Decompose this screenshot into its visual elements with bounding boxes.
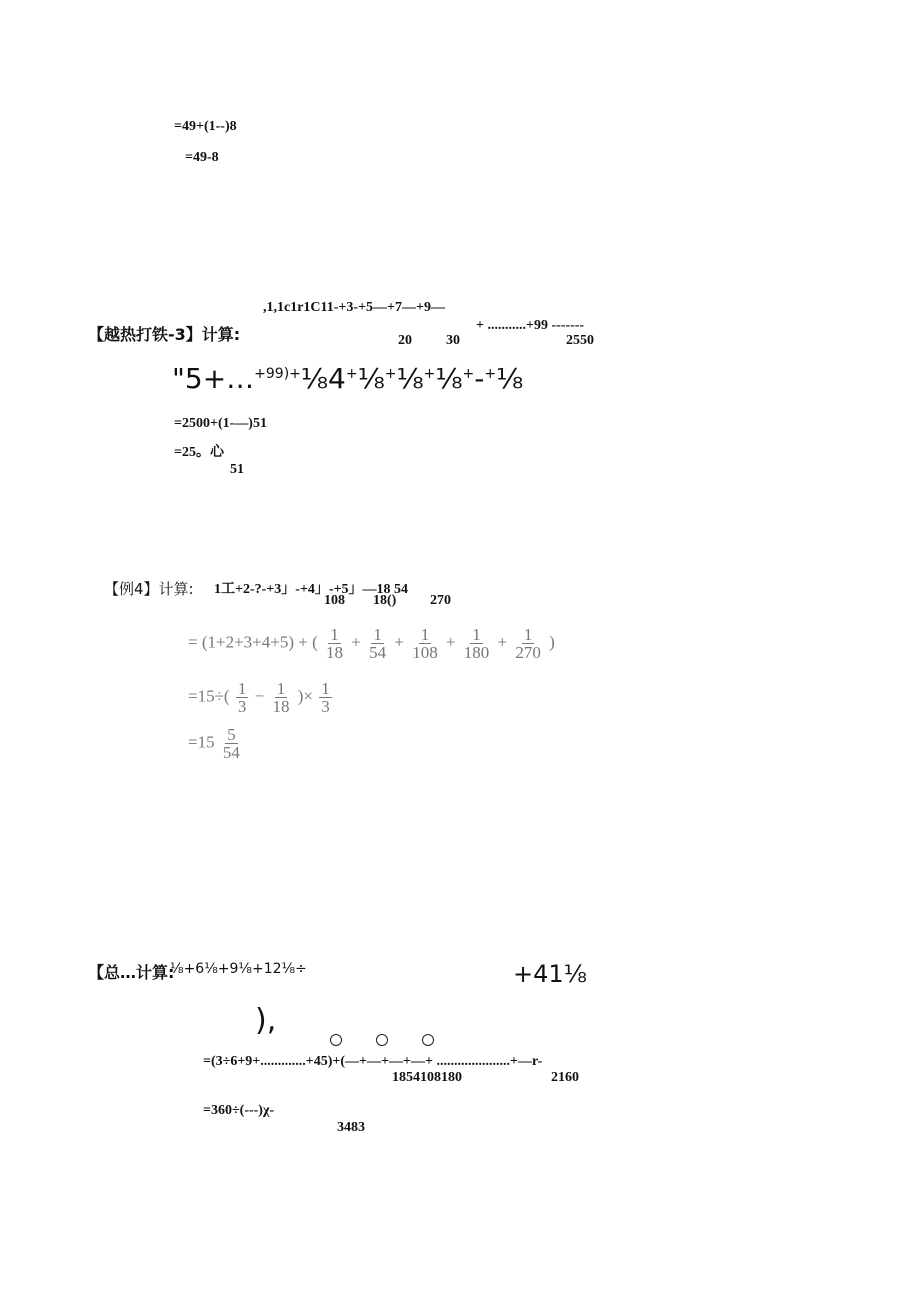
fraction [324,626,345,661]
equation-line: =49-8 [185,150,219,165]
numerator: 1 [523,625,533,644]
exercise-title: 【越热打铁-3】计算: [88,325,241,344]
exercise-title: 【例4】计算: [104,580,194,598]
solution-row-3 [188,726,244,761]
fraction [513,626,543,661]
big-part: ⅛ [396,362,424,395]
solution-row-2 [188,680,334,715]
equation-line: =25。心 [174,445,224,460]
big-part: - [474,362,485,395]
denominator: 180 [463,643,490,662]
fraction [236,680,249,715]
denominator: 54 [369,643,387,662]
row-prefix: =15 [188,732,215,752]
fraction [319,680,332,715]
big-expression [172,362,523,395]
numerator: 1 [472,625,481,644]
big-sup: + [384,366,397,382]
fraction [367,626,388,661]
denominator: 108 [412,643,438,662]
big-part: ⅛4 [300,362,346,395]
plus-sign: + [351,632,361,652]
big-sup: + [345,366,358,382]
numerator: 1 [237,679,247,698]
denominator: 2160 [551,1070,579,1085]
denominator: 18() [373,593,397,608]
circle-mark [376,1034,388,1046]
big-sup: + [289,366,301,382]
row-close: ) [549,632,555,652]
big-part: ⅛ [357,362,385,395]
big-sup: + [484,366,497,382]
expression: ⅛+6⅛+9⅛+12⅛÷ [170,961,307,977]
denominator: 20 [398,333,412,348]
exercise-title: 【总…计算: [88,963,175,982]
big-sup: + [423,366,436,382]
circle-marks [330,1033,468,1051]
denominators: 1854108180 [392,1070,462,1085]
denominator: 3 [321,697,330,716]
numerator: 5 [227,725,236,744]
denominator: 54 [222,743,240,762]
circle-mark [422,1034,434,1046]
numerator: 1 [321,679,330,698]
denominator: 270 [515,643,541,662]
equation-line: =49+(1--)8 [174,119,237,134]
circle-mark [330,1034,342,1046]
expression-right: +41⅛ [513,960,587,988]
big-sup: +99) [254,366,290,382]
big-part: ⅛ [496,362,524,395]
big-sup: + [462,366,475,382]
denominator: 270 [430,593,451,608]
fraction [270,680,291,715]
plus-sign: + [445,632,456,652]
fraction [410,626,440,661]
numerator: 1 [373,625,382,644]
row-open: = (1+2+3+4+5) + ( [188,632,318,652]
expression-right: + ...........+99 ------- [476,318,585,333]
numerator: 1 [276,679,286,698]
times-sign: )× [297,686,313,706]
equation-line: =2500+(1-—)51 [174,416,267,431]
expression: 1工+2-?-+3」-+4」-+5」—18 54 [214,582,409,597]
minus-sign: − [254,686,265,706]
big-part: ⅛ [435,362,463,395]
plus-sign: + [394,632,404,652]
fraction [221,726,242,761]
denominator: 30 [446,333,460,348]
equation-line: =(3÷6+9+.............+45)+(—+—+—+—+ .....................+—r- [203,1054,543,1069]
denominator: 18 [272,697,290,716]
numerator: 1 [420,625,430,644]
big-part: "5+… [172,362,255,395]
expression-top: ,1,1c1r1C11-+3-+5—+7—+9— [263,300,445,315]
numerator: 1 [330,625,339,644]
paren-comma: ), [255,1003,277,1038]
denominator: 108 [324,593,345,608]
fraction [462,626,492,661]
equation-line: =360÷(---)χ- [203,1103,275,1118]
denominators: 3483 [337,1120,365,1135]
row-prefix: =15÷( [188,686,230,706]
solution-row-1 [188,626,555,661]
plus-sign: + [497,632,508,652]
denominator: 2550 [566,333,594,348]
denominator: 18 [326,643,344,662]
denominator: 3 [237,697,247,716]
denominator: 51 [230,462,244,477]
